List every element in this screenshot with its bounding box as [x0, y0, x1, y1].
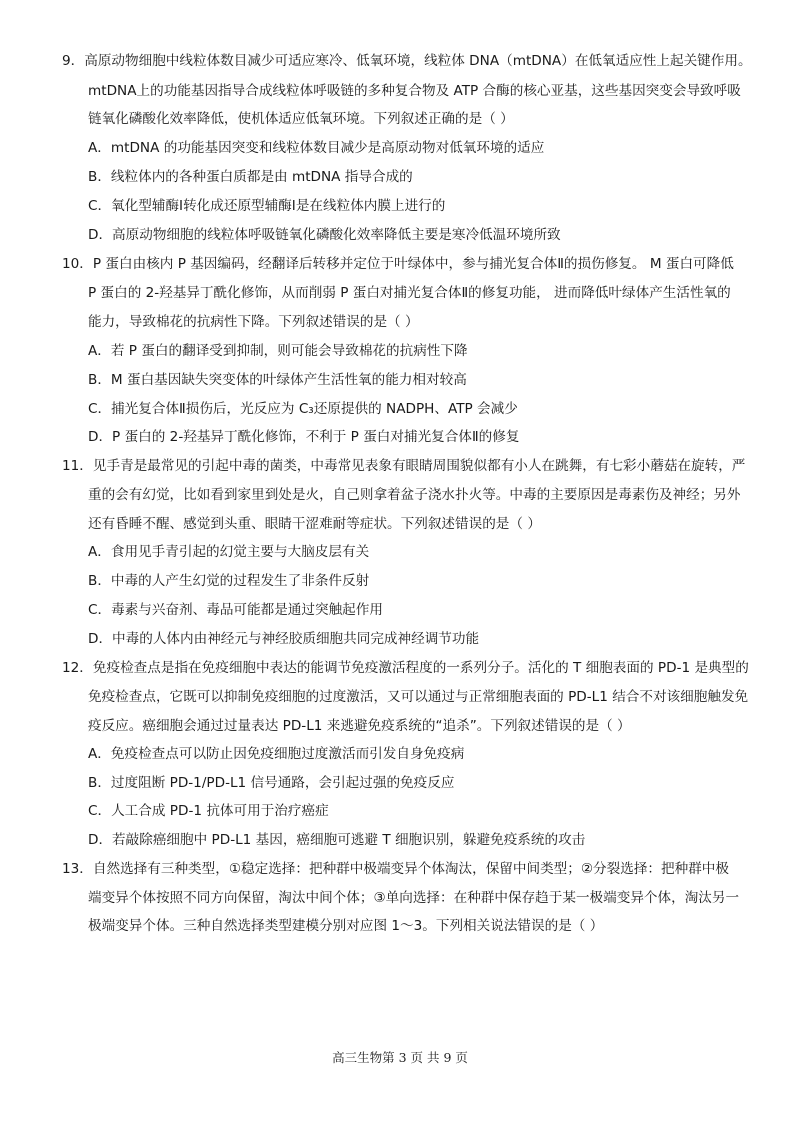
q11-option-b: B．中毒的人产生幻觉的过程发生了非条件反射 [88, 573, 370, 589]
q10-option-a: A．若 P 蛋白的翻译受到抑制，则可能会导致棉花的抗病性下降 [88, 343, 468, 359]
q11-stem-line-1: 11．见手青是最常见的引起中毒的菌类，中毒常见表象有眼睛周围貌似都有小人在跳舞，有七彩小蘑菇在旋转，严 [62, 458, 746, 474]
q10-stem-line-3: 能力，导致棉花的抗病性下降。下列叙述错误的是（ ） [88, 314, 419, 330]
q13-stem-line-2: 端变异个体按照不同方向保留，淘汰中间个体；③单向选择：在种群中保存趋于某一极端变异个体，淘汰另一 [88, 890, 740, 906]
q9-option-c: C．氧化型辅酶Ⅰ转化成还原型辅酶Ⅰ是在线粒体内膜上进行的 [88, 198, 446, 214]
q10-option-b: B．M 蛋白基因缺失突变体的叶绿体产生活性氧的能力相对较高 [88, 372, 467, 388]
q9-option-a: A．mtDNA 的功能基因突变和线粒体数目减少是高原动物对低氧环境的适应 [88, 140, 545, 156]
q12-stem-line-1: 12．免疫检查点是指在免疫细胞中表达的能调节免疫激活程度的一系列分子。活化的 T 细胞表面的 PD-1 是典型的 [62, 660, 749, 676]
q12-option-a: A．免疫检查点可以防止因免疫细胞过度激活而引发自身免疫病 [88, 746, 465, 762]
q12-option-b: B．过度阻断 PD-1/PD-L1 信号通路，会引起过强的免疫反应 [88, 775, 455, 791]
q11-stem-line-2: 重的会有幻觉，比如看到家里到处是火，自己则拿着盆子浇水扑火等。中毒的主要原因是毒素伤及神经；另外 [88, 487, 741, 503]
q10-stem-line-1: 10．P 蛋白由核内 P 基因编码，经翻译后转移并定位于叶绿体中，参与捕光复合体Ⅱ的损伤修复。 M 蛋白可降低 [62, 256, 734, 272]
q11-option-d: D．中毒的人体内由神经元与神经胶质细胞共同完成神经调节功能 [88, 631, 480, 647]
q10-option-d: D．P 蛋白的 2-羟基异丁酰化修饰，不利于 P 蛋白对捕光复合体Ⅱ的修复 [88, 429, 520, 445]
q9-stem-line-2: mtDNA上的功能基因指导合成线粒体呼吸链的多种复合物及 ATP 合酶的核心亚基，这些基因突变会导致呼吸 [88, 83, 741, 99]
q10-option-c: C．捕光复合体Ⅱ损伤后，光反应为 C₃还原提供的 NADPH、ATP 会减少 [88, 401, 518, 417]
q12-option-c: C．人工合成 PD-1 抗体可用于治疗癌症 [88, 803, 329, 819]
q9-stem-line-1: 9．高原动物细胞中线粒体数目减少可适应寒冷、低氧环境，线粒体 DNA（mtDNA）在低氧适应性上起关键作用。 [62, 53, 752, 69]
q10-stem-line-2: P 蛋白的 2-羟基异丁酰化修饰，从而削弱 P 蛋白对捕光复合体Ⅱ的修复功能， 进而降低叶绿体产生活性氧的 [88, 285, 731, 301]
page-footer: 高三生物第 3 页 共 9 页 [332, 1050, 468, 1065]
q9-option-b: B．线粒体内的各种蛋白质都是由 mtDNA 指导合成的 [88, 169, 413, 185]
q9-option-d: D．高原动物细胞的线粒体呼吸链氧化磷酸化效率降低主要是寒冷低温环境所致 [88, 227, 561, 243]
q13-stem-line-3: 极端变异个体。三种自然选择类型建模分别对应图 1～3。下列相关说法错误的是（ ） [88, 918, 604, 934]
q11-option-c: C．毒素与兴奋剂、毒品可能都是通过突触起作用 [88, 602, 383, 618]
q12-option-d: D．若敲除癌细胞中 PD-L1 基因，癌细胞可逃避 T 细胞识别，躲避免疫系统的攻击 [88, 832, 586, 848]
q11-option-a: A．食用见手青引起的幻觉主要与大脑皮层有关 [88, 544, 370, 560]
q9-stem-line-3: 链氧化磷酸化效率降低，使机体适应低氧环境。下列叙述正确的是（ ） [88, 111, 514, 127]
q11-stem-line-3: 还有昏睡不醒、感觉到头重、眼睛干涩难耐等症状。下列叙述错误的是（ ） [88, 516, 541, 532]
q12-stem-line-3: 疫反应。癌细胞会通过过量表达 PD-L1 来逃避免疫系统的“追杀”。下列叙述错误的是（ ） [88, 718, 631, 734]
q13-stem-line-1: 13．自然选择有三种类型，①稳定选择：把种群中极端变异个体淘汰，保留中间类型；②分裂选择：把种群中极 [62, 861, 729, 877]
q12-stem-line-2: 免疫检查点，它既可以抑制免疫细胞的过度激活，又可以通过与正常细胞表面的 PD-L1 结合不对该细胞触发免 [88, 689, 749, 705]
